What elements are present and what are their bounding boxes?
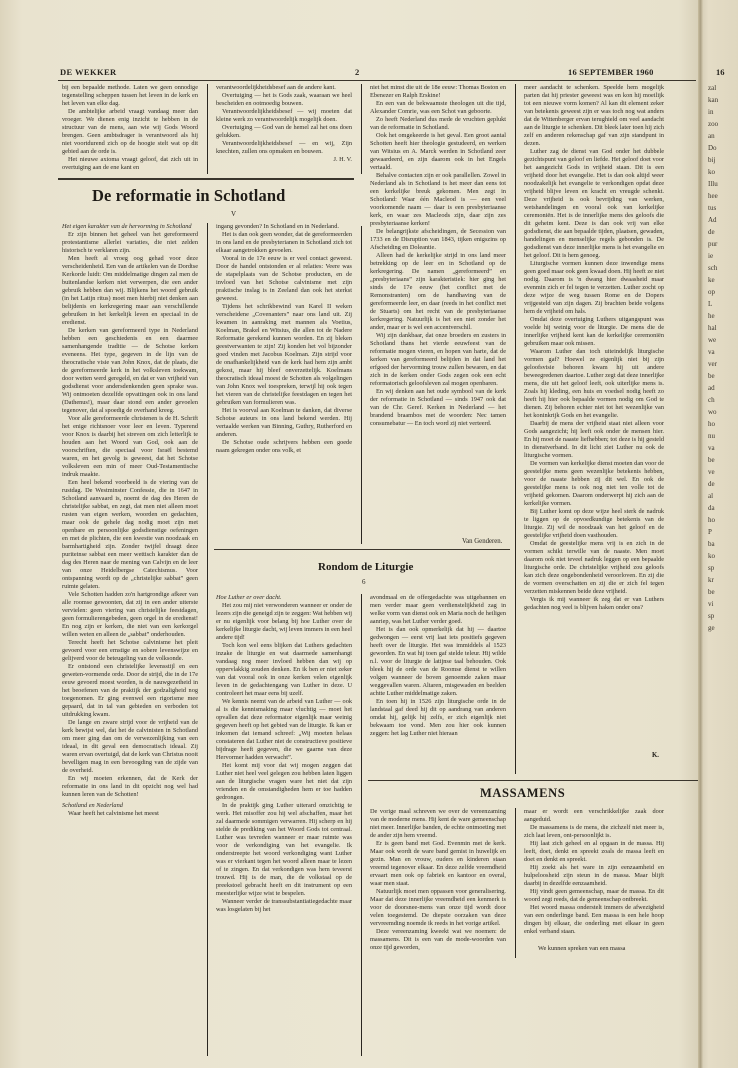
header-rule — [58, 80, 696, 81]
header-next-page: 16 — [716, 67, 725, 77]
intro-column-1 — [62, 84, 198, 171]
next-page-fragment: vi — [708, 600, 714, 608]
paragraph: In de praktijk ging Luther uiterard omzichtig te werk. Het misoffer zou hij wel afschaffen, maar het zal daarmede sommigen verwarren. Hij scherp en hij stelde de prediking van het Woord Gods tot centraal. Luther was tevreden wanneer er maar ruimte was voor de verkondiging van het evangelie. Ik onderstreepte het woord verkondiging want Luther was er vierkant tegen het woord alleen maar te lezen of te zingen. En dat verkondigen was hem teveerst trouwd. Hij is de man, die de volkstaal op de preekstoel gebracht heeft en dit instrument op een meesterlijke wijze wist te bespelen. — [216, 802, 352, 897]
paragraph: Behalve contacten zijn er ook parallellen. Zowel in Nederland als in Schotland is het meer dan eens tot een kerkelijke breuk gekomen. Men zegt in Schotland: Waar één Macleod is — een veel voorkomende naam — daar is een presbyteriaanse kerk, en waar zes Macleods zijn, daar zijn zes presbyteriaanse kerken! — [370, 172, 506, 227]
paragraph: Hij zoekt als het ware in zijn eenzaamheid en hulpeloosheid zijn steun in de massa. Maar blijft daarbij in dezelfde eenzaamheid. — [524, 864, 664, 887]
intro-column-2 — [216, 84, 352, 170]
next-page-fragment: ve — [708, 468, 715, 476]
paragraph: De vormen van kerkelijke dienst moeten dan voor de geestelijke mens geen wezenlijke betekenis hebben, voor de naaste hebben zij dit wel. En ook de geestelijke mens is ook nog niet ten volle tot de vrijheid gekomen. Daarom onderwerpt hij zich aan de kerkelijke vormen. — [524, 460, 664, 507]
next-page-fragment: hal — [708, 324, 717, 332]
column-rule — [515, 84, 516, 774]
paragraph: Wij zijn dankbaar, dat onze broeders en zusters in Schotland thans het vierde eeuwfeest van de reformatie mogen vieren, en hopen van harte, dat de kerken van gereformeerd belijden in dat land het erfgoed der hervorming trouw zullen bewaren, en dat zich in de kerken onder Gods zegen ook een echt reformatorisch geloofsleven zal mogen openbaren. — [370, 332, 506, 387]
paragraph: Het zou mij niet verwonderen wanneer er onder de lezers zijn die geneigd zijn te zeggen: Wat hebben wij er nu eigenlijk voor belang bij hoe Luther over de kerkelijke liturgie dacht, wij leven immers in een heel andere tijd! — [216, 602, 352, 641]
reformatie-column-2 — [216, 223, 352, 528]
next-page-fragment: in — [708, 108, 714, 116]
next-page-fragment: ge — [708, 624, 715, 632]
next-page-fragment: va — [708, 444, 715, 452]
subheading: Schotland en Nederland — [62, 802, 123, 809]
paragraph: Men heeft al vroeg oog gehad voor deze verscheidenheid. Een van de artikelen van de Dordtse Kerkorde luidt: Om middelmatige dingen zal men de buitenlandse kerken niet verwerpen, die een ander gebruik hebben dan wij. Blijkens het woord gebruik (in het Latijn ritus) moet men hierbij niet denken aan belijdenis en kerkregering maar aan verschillende gebruiken in het kerkelijk leven en speciaal in de eredienst. — [62, 255, 198, 326]
next-page-fragment: ad — [708, 384, 715, 392]
next-page-fragment: nu — [708, 432, 715, 440]
liturgie-column-2 — [370, 594, 506, 779]
paragraph: Hij vindt geen gemeenschap, maar de massa. En dit woord zegt reeds, dat de gemeenschap ontbreekt. — [524, 888, 664, 903]
paragraph: Hij laat zich geheel en al opgaan in de massa. Hij leeft, doet, denkt en spreekt zoals de massa leeft en doet en denkt en spreekt. — [524, 840, 664, 863]
reformatie-column-1 — [62, 223, 198, 1056]
paragraph: Bij Luther komt op deze wijze heel sterk de nadruk te liggen op de opvoedkundige betekenis van de liturgie. Zij wil de noodzaak van het geloof en de geestelijke vrijheid doen vasthouden. — [524, 508, 664, 539]
paragraph: Verantwoordelijkheidsbesef — en wij, Zijn knechten, zullen ons opmaken en bouwen. — [216, 140, 352, 155]
next-page-fragment: zal — [708, 84, 717, 92]
next-page-fragment: de — [708, 480, 715, 488]
paragraph: Daarbij de mens der vrijheid staat niet alleen voor Gods aangezicht; hij leeft ook onder de mensen hier. En hij moet de naaste liefhebben; tot deze is hij gesteld in dienstverband. In dit licht ziet Luther nu ook de liturgische vormen. — [524, 420, 664, 459]
next-page-fragment: ba — [708, 540, 715, 548]
next-page-fragment: ver — [708, 360, 717, 368]
paragraph: niet het minst die uit de 18e eeuw: Thomas Boston en Ebenezer en Ralph Erskine! — [370, 84, 506, 99]
next-page-fragment: zoo — [708, 120, 719, 128]
paragraph: Voor alle gereformeerde christenen is de H. Schrift het enige richtsnoer voor leer en leven. Typerend voor Knox is daarbij het streven om zich letterlijk te houden aan het Woord van God, ook aan de voorschriften, die speciaal voor Israël bestemd waren, en het gevolg is geweest, dat het Schotse volksleven een min of meer Oud-Testamentische indruk maakte. — [62, 415, 198, 478]
paragraph: Het is dan ook geen wonder, dat de gereformeerden in ons land en de presbyterianen in Schotland zich tot elkaar aangetrokken gevoelen. — [216, 231, 353, 254]
next-page-fragment: be — [708, 372, 715, 380]
massamens-title: MASSAMENS — [480, 786, 566, 800]
next-page-fragment: L — [708, 300, 713, 308]
next-page-fragment: da — [708, 504, 715, 512]
next-page-fragment: ke — [708, 276, 715, 284]
paragraph: De belangrijkste afscheidingen, de Secession van 1733 en de Disruption van 1843, tijken enigszins op Afscheiding en Doleantie. — [370, 228, 506, 251]
next-page-fragment: Do — [708, 144, 717, 152]
liturgie-column-1 — [216, 594, 352, 947]
next-page-fragment: ko — [708, 552, 715, 560]
paragraph: De vorige maal schreven we over de vereenzaming van de moderne mens. Hij kent de ware gemeenschap niet meer. Innerlijke banden, de echte ontmoeting met de ander zijn hem vreemd. — [370, 808, 506, 839]
signature: J. H. V. — [333, 156, 352, 163]
paragraph: bij een bepaalde methode. Laten we geen onnodige tegenstelling scheppen tussen het leven in de kerk en het leven van elke dag. — [62, 84, 198, 107]
column-rule — [361, 226, 362, 544]
section-rule — [368, 780, 698, 781]
paragraph: Vergis ik mij wanneer ik zeg dat er van Luthers gedachten nog veel is blijven haken onder ons? — [524, 596, 664, 611]
paragraph: Het komt mij voor dat wij mogen zeggen dat Luther niet heel veel gelegen zou hebben laten liggen aan de liturgische vragen ware het niet dat zijn vrienden en de omstandigheden hem er toe hadden gedrongen. — [216, 762, 352, 801]
reformatie-signature: Van Genderen. — [462, 538, 503, 545]
paragraph: Omdat deze overtuiging Luthers uitgangspunt was voelde hij weinig voor de liturgie. De mens die de innerlijke vrijheid kent kan de kerkelijke ceremoniën gebruiken maar ook missen. — [524, 316, 664, 347]
next-page-fragment: kr — [708, 576, 714, 584]
paragraph: De lange en zware strijd voor de vrijheid van de kerk bewijst wel, dat het de calvinisten in Schotland om meer ging dan om de verwezenlijking van een ideaal, in dit geval een democratisch ideaal. Zij waren ervan overtuigd, dat de kerk van Christus nooit bevelligen mag in een bevoogding van de zijde van de overheid. — [62, 719, 198, 774]
paragraph: De ambtelijke arbeid vraagt vandaag meer dan vroeger. We dienen enig inzicht te hebben in de structuur van de mens, aan wie wij Gods Woord brengen. Geen ambtsdrager is verantwoord als hij niet voortdurend zich op de hoogte stelt wat op dit gebied aan de orde is. — [62, 108, 198, 155]
next-page-fragment: ko — [708, 168, 715, 176]
paragraph: We kennis neemt van de arbeid van Luther — ook al is die kennismaking maar vluchtig — moet het opvallen dat deze reformator eigenlijk maar weinig gegeven heeft op het gebied van de liturgie. Ik kan er inkomen dat iemand schreef: „Wij moeten helaas constateren dat Luther niet de constructieve positieve bijdrage heeft gegeven, die we gaarne van deze Hervormer hadden verwacht”. — [216, 698, 352, 761]
paragraph: Terecht heeft het Schotse calvinisme het pleit gevoerd voor een ernstige en sobere levenswijze en gelijverd voor de beteugeling van de volksonde. — [62, 639, 198, 662]
paragraph: meer aandacht te schenken. Speelde hem mogelijk parten dat hij priester geweest was en kon hij moeilijk tot een nieuwe vorm komen? Al kan dit element zeker van betekenis geweest zijn er was toch nog wat anders dat de Wittenberger ervan terughield om veel aandacht aan de liturgie te schenken. Dit bleek later toen hij zich zelf en anderen rekenschap gaf van zijn standpunt in dezen. — [524, 84, 664, 147]
next-page-fragment: ch — [708, 396, 715, 404]
header-page-number: 2 — [355, 67, 360, 77]
paragraph: Zo heeft Nederland dus mede de vruchten geplukt van de reformatie in Schotland. — [370, 116, 506, 131]
next-page-fragment: we — [708, 336, 717, 344]
next-page-fragment: ho — [708, 420, 715, 428]
reformatie-numeral: V — [231, 210, 237, 218]
next-page-fragment: wo — [708, 408, 717, 416]
next-page-fragment: bij — [708, 156, 716, 164]
liturgie-signature: K. — [652, 752, 659, 759]
reformatie-title: De reformatie in Schotland — [92, 186, 286, 205]
paragraph: Een heel bekend voorbeeld is de viering van de rustdag. De Westminster Confessie, die in 1647 in Schotland aanvaard is, noemt de dag des Heren de christelijke sabbat, en zegt, dat men niet alleen moet rusten van eigen werken, woorden en gedachten, maar ook de gehele dag nodig moet zijn met openbare en persoonlijke godsdienstige oefeningen en met de plichten, die een kwestie van noodzaak en barmhartigheid zijn. Zonder twijfel draagt deze puriteinse sabbat een meer wettisch karakter dan de dag des Heren naar de mening van Calvijn en de leer van onze Heidelbergse Catechismus. Voor ontspanning wordt op de „christelijke sabbat” geen ruimte gelaten. — [62, 479, 198, 590]
column-rule — [207, 84, 208, 174]
paragraph: Er is geen band met God. Evenmin met de kerk. Maar ook wordt de ware band gemist in huwelijk en gezin. Man en vrouw, ouders en kinderen staan vreemd tegenover elkaar. En deze zelfde vreemdheid ervaart men ook op fabriek en kantoor en overal, waar men staat. — [370, 840, 506, 887]
paragraph: Alleen had de kerkelijke strijd in ons land meer betrekking op de leer en in Schotland op de kerkregering. De namen „gereformeerd” en „presbyteriaans” zijn karakteristiek: hier ging het sinds de 17e eeuw (het conflict met de Remonstranten) om de handhaving van de gereformeerde leer, en daar (reeds in het conflict met de Stuarts) om het recht van de presbyteriaanse kerkregering. Natuurlijk is het een niet zonder het ander, maar er is wel een accentverschil. — [370, 252, 506, 331]
next-page-fragment: op — [708, 288, 715, 296]
paragraph: Waar heeft het calvinisme het meest — [68, 810, 159, 817]
paragraph: maar er wordt een verschrikkelijke zaak door aangeduid. — [524, 808, 664, 823]
next-page-fragment: sp — [708, 564, 715, 572]
next-page-fragment: P — [708, 528, 712, 536]
paragraph: Omdat de geestelijke mens vrij is en zich in de vormen schikt terwille van de naaste. Men moet daarom ook niet teveel nadruk leggen op een bepaalde liturgische orde. De christelijke vrijheid zou geloofs kan zich deze ongebondenheid veroorloven. En zij die de vormen overschatten en zij die er zich fel tegen verzetten miskennen beide deze vrijheid. — [524, 540, 664, 595]
next-page-fragment: tus — [708, 204, 717, 212]
paragraph: Luther zag de dienst van God onder het dubbele gezichtspunt van geloof en liefde. Het geloof doet voor het aangezicht Gods in vrijheid staan. Dit is een vrijheid door het evangelie. Het is dan ook altijd weer noodzakelijk het evangelie te verkondigen opdat deze vrijheid blijve leven en kracht en vreugde schenkt. Deze vrijheid is ook bevrijding van werken, wetshandelingen en vooral ook van kerkelijke ceremoniën. Het is de innerlijke mens des geloofs die dit geheim kent. Deze is dan ook vrij van elke godsdienst, die aan bepaalde tijden, plaatsen, gewaden, handelingen en menselijke regels gebonden is. De godsdienst van deze innerlijke mens is het evangelie en het geloof. Dit is hem genoeg. — [524, 148, 664, 259]
paragraph: De Schotse oude schrijvers hebben een goede naam gekregen onder ons volk, et — [216, 439, 352, 454]
paragraph: En een van de bekwaamste theologen uit die tijd, Alexander Comrie, was een Schot van geboorte. — [370, 100, 506, 115]
header-paper-name: DE WEKKER — [60, 67, 117, 77]
next-page-fragment: kan — [708, 96, 719, 104]
header-date: 16 SEPTEMBER 1960 — [568, 67, 654, 77]
next-page-fragment: sch — [708, 264, 718, 272]
paragraph: En wij denken aan het oude symbool van de kerk der reformatie in Schotland — sinds 1947 ook dat van de Chr. Geref. Kerken in Nederland — het brandend braambos met de woorden: Nec tamen consumebatur — En toch word zij niet verteerd. — [370, 388, 506, 427]
paragraph: Wanneer verder de transsubstantiatiegedachte maar was losgelaten bij het — [216, 898, 352, 913]
liturgie-numeral: 6 — [362, 578, 366, 586]
section-rule — [58, 178, 354, 180]
paragraph: Ook het omgekeerde is het geval. Een groot aantal Schotten heeft hier theologie gestudeerd, en werken van Witsius en A. Marck werden in Schotland zeer gewaardeerd, en zijn daarom ook in het Engels vertaald. — [370, 132, 506, 171]
next-page-fragment: va — [708, 348, 715, 356]
paragraph: avondmaal en de offergedachte was uitgebannen en men verder maar geen verdienstelijkheid zag in welke vorm van dienst ook en Maria noch de heiligen aanriep, was het Luther verder goed. — [370, 594, 506, 625]
subheading: Het eigen karakter van de hervorming in Schotland — [62, 223, 192, 230]
column-rule — [207, 223, 208, 1056]
subheading: Hoe Luther er over dacht. — [216, 594, 282, 601]
massamens-last-line: We kunnen spreken van een massa — [538, 945, 626, 952]
paragraph: En toen hij in 1526 zijn liturgische orde in de landstaal gaf deed hij dit op aandrang van anderen omdat hij, gelijk hij zelfs, er zich eigenlijk niet bekwaam toe vond. Men zou hier ook kunnen zeggen: het lag Luther niet hieraan — [370, 698, 506, 737]
column-rule — [361, 594, 362, 1056]
next-page-fragment: al — [708, 492, 714, 500]
reformatie-column-3 — [370, 84, 506, 524]
next-page-fragment: be — [708, 456, 715, 464]
paragraph: Het woord massa onderstelt immers de afwezigheid van een onderlinge band. Een massa is een hele hoop dingen bij elkaar, die onderling met elkaar in geen enkel verband staan. — [524, 904, 664, 935]
column-rule — [515, 808, 516, 958]
paragraph: Het is dan ook opmerkelijk dat hij — daartoe gedwongen — eerst vrij laat iets positiefs gegeven heeft over de liturgie. Het was immiddels al 1523 geworden. En wat hij toen gaf stelde teleur. Hij wilde n.l. voor de liturgie de latijnse taal behouden. Ook bleek hij de orde van de Roomse dienst te willen volgen wanneer de boven genoemde zaken maar weggevallen waren. Altaren, misgewaden en beelden achtte Luther middelmatige zaken. — [370, 626, 506, 697]
next-page-fragment: de — [708, 228, 715, 236]
paragraph: Vooral in de 17e eeuw is er veel contact geweest. Door de handel ontstonden er al relaties: Veere was de stapelplaats van de Schotse producten, en de invloed van het Schotse calvinisme met zijn praktische inslag is in Zeeland dan ook het sterkst geweest. — [216, 255, 352, 302]
liturgie-column-3 — [524, 84, 664, 749]
paragraph: De kerken van gereformeerd type in Nederland hebben een geschiedenis en een daarmee samenhangende traditie — de Schotse kerken eveneens. Het type, gegeven in de lijn van de theocratische visie van John Knox, dat de plaats, die de gereformeerde kerk in het volksleven toekwam, door wetten werd geregeld, en dat er van vrijheid van godsdienst voor andersdenkenden geen sprake was. Wij ontmoeten dezelfde opvattingen ook in ons land (Dathenus!), maar daar stond een ander gevoelen tegenover, dat al spoedig de overhand kreeg. — [62, 327, 198, 414]
paragraph: ingang gevonden? In Schotland en in Nederland. — [216, 223, 339, 230]
paragraph: Deze vereenzaming kweekt wat we noemen: de massamens. Dit is een van de mode-woorden van onze tijd geworden, — [370, 928, 506, 951]
next-page-fragment: pur — [708, 240, 718, 248]
paragraph: Waarom Luther dan toch uiteindelijk liturgische vormen gaf? Hoewel ze eigenlijk niet bij zijn geloofsvisie behoren kwam hij uit andere beweegredenen daartoe. Luther zegt dat deze innerlijke mens, die uit het geloof leeft, ook uiterlijke mens is. Zoals hij kleding, een huis en voedsel nodig heeft zo heeft hij hier ook bepaalde vormen nodig om God te dienen. Zij behoren echter niet tot het wezenlijke van het koninkrijk Gods en het evangelie. — [524, 348, 664, 419]
paragraph: En wij moeten erkennen, dat de Kerk der reformatie in ons land in dit opzicht nog wel had kunnen leren van de Schotten! — [62, 775, 198, 798]
column-rule — [361, 84, 362, 174]
paragraph: Natuurlijk moet men oppassen voor generalisering. Maar dat deze innerlijke vreemdheid een kenmerk is voor de doorsnee-mens van onze tijd wordt door velen toegestemd. De diepste oorzaken van deze vervreemding noemde ik reeds in het vorige artikel. — [370, 888, 506, 927]
paragraph: Het is voorval aan Koelman te danken, dat diverse Schotse auteurs in ons land bekend werden. Hij vertaalde werken van Binning, Guthry, Rutherford en anderen. — [216, 407, 352, 438]
paragraph: Het nieuwe axioma vraagt geloof, dat zich uit in overtuiging aan de ene kant en — [62, 156, 198, 171]
massamens-column-2 — [524, 808, 664, 942]
next-page-fragment: Illu — [708, 180, 718, 188]
next-page-fragment: Ad — [708, 216, 717, 224]
paragraph: Tijdens het schrikbewind van Karel II weken verscheidene „Covenanters” naar ons land uit. Zij kwamen in aanraking met mannen als Voetius, Koelman, Brakel en Witsius, die allen tot de Nadere Reformatie gerekend kunnen worden. En zij bleken geestverwanten te zijn! Zij konden het vol bijzonder goed vinden met Jacobus Koelman. Zijn strijd voor de onafhankelijkheid van de kerk had hem zijn ambt gekost, maar hij bleef onverzettelijk. Koelmans theocratisch ideaal moest de Schotten als volgelingen van John Knox wel toespreken, terwijl hij ook tegen het vieren van de christelijke feestdagen en tegen het gebruiken van formulieren was. — [216, 303, 352, 406]
paragraph: Er zijn binnen het geheel van het gereformeerd protestantisme allerlei variaties, die niet zelden historisch te verklaren zijn. — [62, 231, 198, 254]
paragraph: Overtuiging — God van de hemel zal het ons doen gelukken. — [216, 124, 352, 139]
next-page-strip — [706, 84, 738, 644]
paragraph: Er ontstond een christelijke levensstijl en een geweten-vormende orde. Door de strijd, die in de 17e eeuw gevoerd moest worden, is de nauwgezetheid in het beoefenen van de praktijk der godzaligheid nog toegenomen. Er ging evenwel een rigorisme mee gepaard, dat in tal van gebieden en verboden tot uitdrukking kwam. — [62, 663, 198, 718]
paragraph: Toch kon wel eens blijken dat Luthers gedachten inzake de liturgie en wat daarmede samenhangt vandaag nog meer invloed hebben dan wij op oppervlakkig zouden denken. En ik ben er niet zeker van dat vooral ook in onze kerken velen eigenlijk leven in de gedachtengang van Luther in deze. U controleert het maar eens bij uzelf. — [216, 642, 352, 697]
massamens-column-1 — [370, 808, 506, 958]
paragraph: Vele Schotten hadden zo'n hartgrondige afkeer van alle roomse gewoonten, dat zij in een ander uiterste vervielen: geen viering van christelijke feestdagen, geen formulierengebeden, geen orgel in de eredienst! En nog zijn er kerken, die niet van een kerkorgel willen weten en alleen de „sabbat” onderhouden. — [62, 591, 198, 638]
next-page-fragment: hee — [708, 192, 718, 200]
next-page-fragment: be — [708, 588, 715, 596]
paragraph: Verantwoordelijkheidsbesef — wij moeten dat kleine werk zo verantwoordelijk mogelijk doen. — [216, 108, 352, 123]
paragraph: De massamens is de mens, die zichzelf niet meer is, zich laat leven, ont-persoonlijkt is. — [524, 824, 664, 839]
paragraph: verantwoordelijkheidsbesef aan de andere kant. — [216, 84, 336, 91]
section-rule — [214, 549, 510, 550]
liturgie-title: Rondom de Liturgie — [318, 561, 414, 573]
next-page-fragment: ho — [708, 516, 715, 524]
next-page-fragment: ie — [708, 252, 714, 260]
page-fold — [698, 0, 703, 1068]
next-page-fragment: an — [708, 132, 715, 140]
next-page-fragment: he — [708, 312, 715, 320]
paragraph: Liturgische vormen kunnen deze inwendige mens geen goed maar ook geen kwaad doen. Hij heeft ze niet nodig. Daarom is 'n dwang hier dwaasheid maar evenmin zich er fel tegen te verzetten. Luther zocht op deze wijze de weg tussen Rome en de Dopers vrijgesteld van zijn dagen. Zij brachten beide volgens hem de vrijheid om hals. — [524, 260, 664, 315]
paragraph: Overtuiging — het is Gods zaak, waaraan we heel bescheiden en ootmoedig bouwen. — [216, 92, 352, 107]
next-page-fragment: sp — [708, 612, 715, 620]
